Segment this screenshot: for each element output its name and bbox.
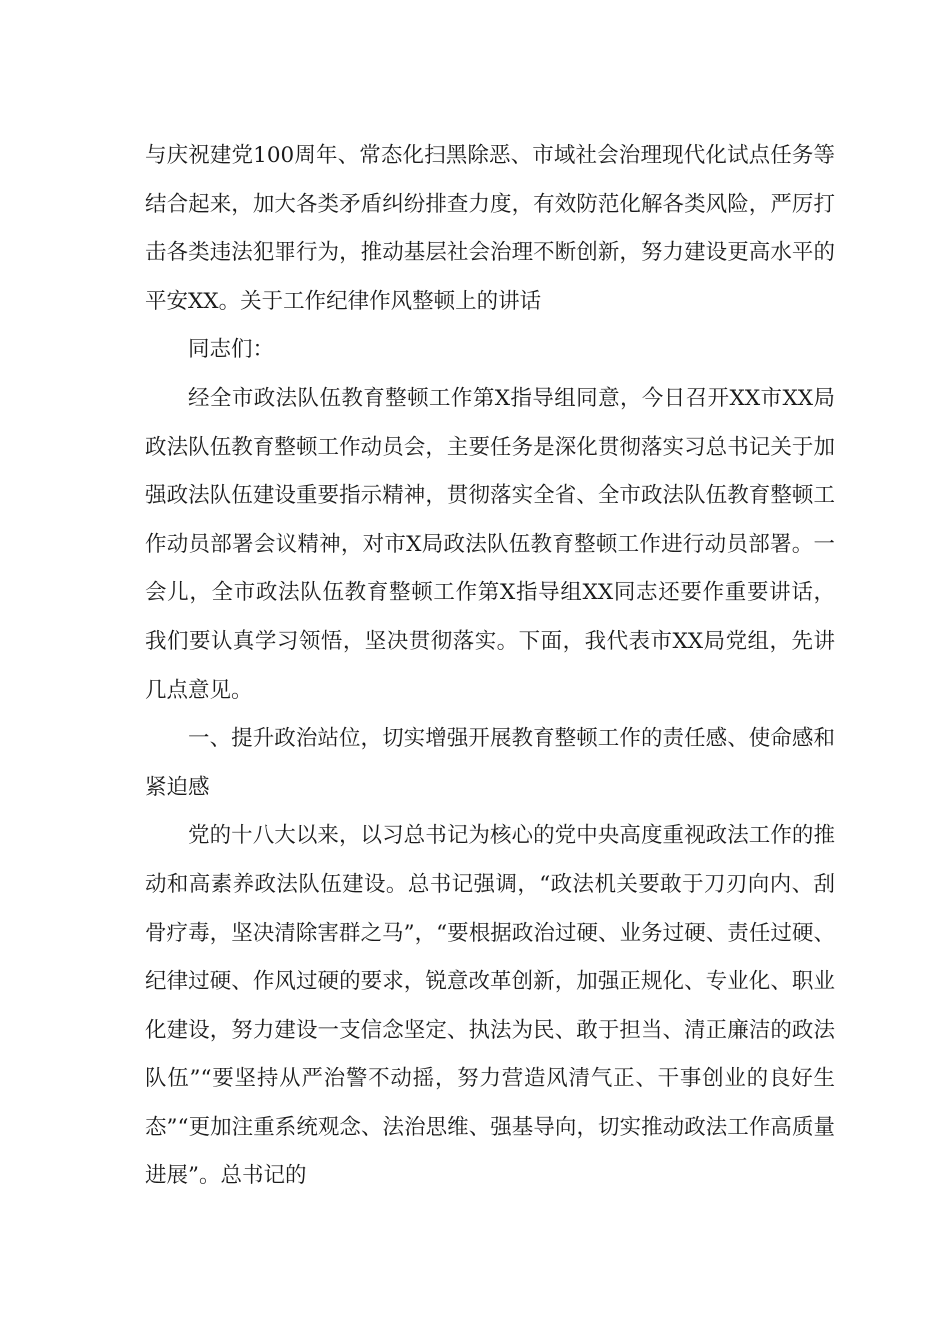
paragraph-salutation: 同志们： <box>188 337 275 363</box>
paragraph-introduction: 经全市政法队伍教育整顿工作第X指导组同意，今日召开XX市XX局政法队伍教育整顿工作动员会，主要任务是深化贯彻落实习总书记关于加强政法队伍建设重要指示精神，贯彻落实全省、全市政法队伍教育整顿工作动员部署会议精神，对市X局政法队伍教育整顿工作进行动员部署。一会儿，全市政法队伍教育整顿工作第X指导组XX同志还要作重要讲话，我们要认真学习领悟，坚决贯彻落实。下面，我代表市XX局党组，先讲几点意见。 <box>145 385 835 703</box>
paragraph-continuation: 与庆祝建党100周年、常态化扫黑除恶、市域社会治理现代化试点任务等结合起来，加大各类矛盾纠纷排查力度，有效防范化解各类风险，严厉打击各类违法犯罪行为，推动基层社会治理不断创新，努力建设更高水平的平安XX。关于工作纪律作风整顿上的讲话 <box>145 143 835 314</box>
document-body <box>145 132 835 1201</box>
paragraph-body: 党的十八大以来，以习总书记为核心的党中央高度重视政法工作的推动和高素养政法队伍建设。总书记强调，“政法机关要敢于刀刃向内、刮骨疗毒，坚决清除害群之马”，“要根据政治过硬、业务过硬、责任过硬、纪律过硬、作风过硬的要求，锐意改革创新，加强正规化、专业化、职业化建设，努力建设一支信念坚定、执法为民、敢于担当、清正廉洁的政法队伍”“要坚持从严治警不动摇，努力营造风清气正、干事创业的良好生态”“更加注重系统观念、法治思维、强基导向，切实推动政法工作高质量进展”。总书记的 <box>145 823 835 1189</box>
section-heading-1: 一、提升政治站位，切实增强开展教育整顿工作的责任感、使命感和紧迫感 <box>145 726 835 800</box>
